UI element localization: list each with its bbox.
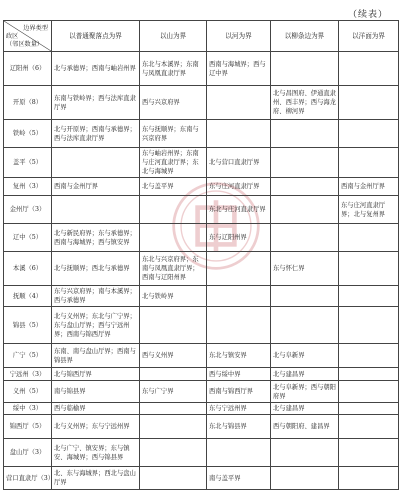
boundary-cell bbox=[271, 178, 339, 196]
boundary-cell bbox=[207, 286, 271, 307]
table-row bbox=[4, 381, 399, 403]
region-name-cell: 锦西厅（5） bbox=[4, 415, 52, 439]
boundary-cell bbox=[271, 467, 339, 490]
boundary-cell bbox=[271, 120, 339, 148]
boundary-cell bbox=[339, 86, 399, 120]
boundary-cell: 北与阜新界 bbox=[271, 344, 339, 368]
column-header: 以山为界 bbox=[140, 21, 207, 52]
corner-label-region: 政区 （邻区数量） bbox=[6, 33, 44, 48]
boundary-cell: 北与锦西厅界 bbox=[52, 368, 140, 381]
boundary-cell: 北与抚顺界；西北与承德界 bbox=[52, 252, 140, 286]
table-row bbox=[4, 120, 399, 148]
table-row bbox=[4, 86, 399, 120]
boundary-cell bbox=[339, 224, 399, 252]
boundary-cell: 北与营口直隶厅界 bbox=[207, 148, 271, 178]
region-name-cell: 本溪（6） bbox=[4, 252, 52, 286]
table-row bbox=[4, 415, 399, 439]
boundary-cell bbox=[207, 86, 271, 120]
boundary-cell bbox=[339, 403, 399, 415]
table-row bbox=[4, 307, 399, 344]
region-name-cell: 金州厅（3） bbox=[4, 196, 52, 224]
boundary-cell bbox=[339, 252, 399, 286]
column-header: 以河为界 bbox=[207, 21, 271, 52]
boundary-cell: 西与兴京府界 bbox=[140, 86, 207, 120]
boundary-cell bbox=[140, 467, 207, 490]
region-name-cell: 抚顺（4） bbox=[4, 286, 52, 307]
boundary-cell: 北与承德界；西南与岫岩州界 bbox=[52, 52, 140, 86]
boundary-cell bbox=[140, 307, 207, 344]
table-row bbox=[4, 178, 399, 196]
table-row bbox=[4, 224, 399, 252]
boundary-cell: 西与朝阳府、建昌界 bbox=[271, 415, 339, 439]
boundary-type-table bbox=[3, 20, 399, 490]
boundary-cell bbox=[339, 467, 399, 490]
boundary-cell: 东与广宁界 bbox=[140, 381, 207, 403]
region-name-cell: 义州（5） bbox=[4, 381, 52, 403]
corner-label-boundary-type: 边界类型 bbox=[23, 25, 48, 32]
boundary-cell: 东南、南与盘山厅界；西南与锦县界 bbox=[52, 344, 140, 368]
boundary-cell bbox=[140, 224, 207, 252]
column-header: 以普通聚落点为界 bbox=[52, 21, 140, 52]
boundary-cell bbox=[207, 120, 271, 148]
column-header: 以柳条边为界 bbox=[271, 21, 339, 52]
boundary-cell: 北与铁岭界 bbox=[140, 286, 207, 307]
boundary-cell bbox=[140, 415, 207, 439]
table-row bbox=[4, 344, 399, 368]
region-name-cell: 盘山厅（3） bbox=[4, 439, 52, 467]
boundary-cell: 东与庄河直隶厅界；北与复州界 bbox=[339, 196, 399, 224]
boundary-cell bbox=[271, 52, 339, 86]
boundary-cell: 东与宁远州界 bbox=[207, 403, 271, 415]
region-name-cell: 复州（3） bbox=[4, 178, 52, 196]
boundary-cell bbox=[207, 439, 271, 467]
boundary-cell: 西与义州界 bbox=[140, 344, 207, 368]
boundary-cell bbox=[271, 286, 339, 307]
table-row bbox=[4, 286, 399, 307]
boundary-cell bbox=[271, 224, 339, 252]
region-name-cell: 开原（8） bbox=[4, 86, 52, 120]
region-name-cell: 辽阳州（6） bbox=[4, 52, 52, 86]
boundary-cell: 北与新民府界；东与承德界；西南与海城界；西与镇安界 bbox=[52, 224, 140, 252]
boundary-cell bbox=[140, 439, 207, 467]
boundary-cell: 北、东与海城界；西北与盘山厅界 bbox=[52, 467, 140, 490]
boundary-cell: 西南与锦西厅界 bbox=[207, 381, 271, 403]
table-row bbox=[4, 439, 399, 467]
boundary-cell bbox=[52, 148, 140, 178]
boundary-cell bbox=[339, 148, 399, 178]
column-header: 以洋面为界 bbox=[339, 21, 399, 52]
boundary-cell: 东南与铁岭界；西与法库直隶厅界 bbox=[52, 86, 140, 120]
header-corner-cell bbox=[4, 21, 52, 52]
boundary-cell: 东北与庄河直隶厅界 bbox=[207, 196, 271, 224]
region-name-cell: 广宁（5） bbox=[4, 344, 52, 368]
boundary-cell: 西南与金州厅界 bbox=[52, 178, 140, 196]
boundary-cell bbox=[207, 252, 271, 286]
region-name-cell: 宁远州（3） bbox=[4, 368, 52, 381]
boundary-cell bbox=[140, 196, 207, 224]
boundary-cell: 东北与兴京府界；东南与凤凰直隶厅界；西南与辽阳州界 bbox=[140, 252, 207, 286]
boundary-cell: 北与开原界；西南与承德界；西与法库直隶厅界 bbox=[52, 120, 140, 148]
table-row bbox=[4, 368, 399, 381]
boundary-cell: 东北与锦县界 bbox=[207, 415, 271, 439]
region-name-cell: 锦县（5） bbox=[4, 307, 52, 344]
table-row bbox=[4, 148, 399, 178]
boundary-cell: 西与临榆界 bbox=[52, 403, 140, 415]
continuation-label: （续表） bbox=[347, 10, 388, 20]
boundary-cell bbox=[271, 148, 339, 178]
boundary-cell: 南与锦县界 bbox=[52, 381, 140, 403]
table-row bbox=[4, 403, 399, 415]
boundary-cell bbox=[339, 439, 399, 467]
boundary-cell: 东与庄河直隶厅界 bbox=[207, 178, 271, 196]
boundary-cell bbox=[339, 52, 399, 86]
boundary-cell: 东与辽阳州界 bbox=[207, 224, 271, 252]
boundary-cell bbox=[207, 307, 271, 344]
boundary-cell bbox=[339, 415, 399, 439]
boundary-cell bbox=[339, 381, 399, 403]
boundary-cell bbox=[271, 196, 339, 224]
boundary-cell bbox=[140, 403, 207, 415]
boundary-cell: 北与义州界；东北与广宁界；东与盘山厅界；西与宁远州界；西南与锦西厅界 bbox=[52, 307, 140, 344]
boundary-cell: 西南与海城界；西与辽中界 bbox=[207, 52, 271, 86]
region-name-cell: 绥中（3） bbox=[4, 403, 52, 415]
table-row bbox=[4, 467, 399, 490]
boundary-cell: 西南与金州厅界 bbox=[339, 178, 399, 196]
boundary-cell bbox=[339, 307, 399, 344]
boundary-cell: 东北与本溪界；东南与凤凰直隶厅界 bbox=[140, 52, 207, 86]
table-row bbox=[4, 52, 399, 86]
boundary-cell bbox=[339, 286, 399, 307]
table-row bbox=[4, 196, 399, 224]
boundary-cell: 北与盖平界 bbox=[140, 178, 207, 196]
table-row bbox=[4, 252, 399, 286]
boundary-cell: 北与广宁、镇安界；东与镇安、海城界；西与锦县界 bbox=[52, 439, 140, 467]
boundary-cell: 东与怀仁界 bbox=[271, 252, 339, 286]
boundary-cell: 东北与镇安界 bbox=[207, 344, 271, 368]
boundary-cell: 北与阜新界；西与朝阳府界 bbox=[271, 381, 339, 403]
boundary-cell bbox=[140, 368, 207, 381]
region-name-cell: 盖平（5） bbox=[4, 148, 52, 178]
region-name-cell: 营口直隶厅（3） bbox=[4, 467, 52, 490]
boundary-cell: 东与岫岩州界；东南与庄河直隶厅界；东北与海城界 bbox=[140, 148, 207, 178]
boundary-cell: 北与建昌界 bbox=[271, 368, 339, 381]
boundary-cell: 南与盖平界 bbox=[207, 467, 271, 490]
boundary-cell: 北与建昌界 bbox=[271, 403, 339, 415]
boundary-cell bbox=[271, 307, 339, 344]
boundary-cell bbox=[52, 196, 140, 224]
boundary-cell: 北与昌图府、伊通直隶州、西丰界；西与海龙府、柳河界 bbox=[271, 86, 339, 120]
region-name-cell: 铁岭（5） bbox=[4, 120, 52, 148]
boundary-cell: 北与义州界；东与宁远州界 bbox=[52, 415, 140, 439]
header-row bbox=[4, 21, 399, 52]
boundary-cell bbox=[339, 368, 399, 381]
boundary-cell: 西与绥中界 bbox=[207, 368, 271, 381]
region-name-cell: 辽中（5） bbox=[4, 224, 52, 252]
boundary-cell: 东与兴京府界；南与本溪界；西与承德界 bbox=[52, 286, 140, 307]
boundary-cell: 东与抚顺界；东南与兴京府界 bbox=[140, 120, 207, 148]
boundary-cell bbox=[339, 120, 399, 148]
boundary-cell bbox=[271, 439, 339, 467]
boundary-cell bbox=[339, 344, 399, 368]
